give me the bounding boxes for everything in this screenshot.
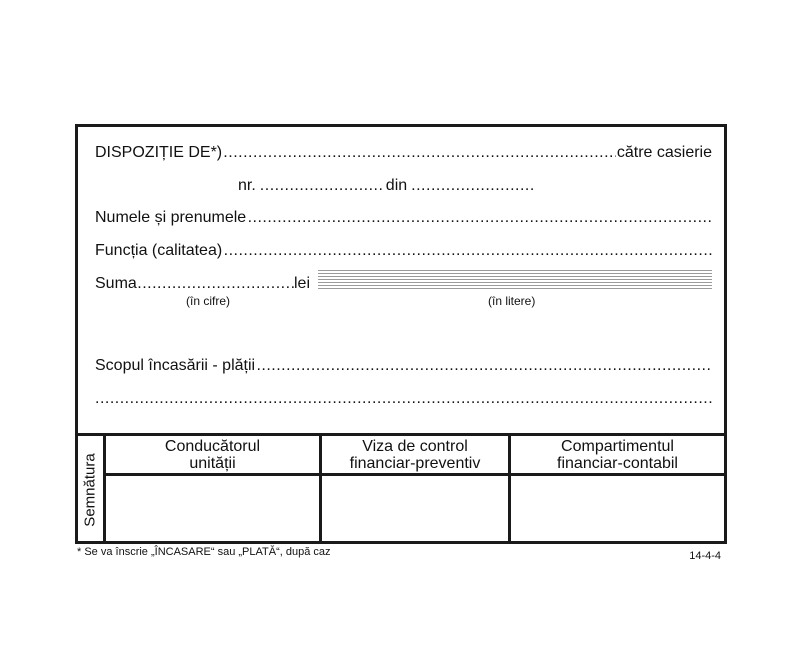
sum-line bbox=[95, 275, 310, 293]
signature-header bbox=[106, 436, 319, 476]
purpose-fill-line[interactable] bbox=[256, 357, 712, 375]
header-line-2: financiar-preventiv bbox=[349, 455, 481, 472]
purpose-label: Scopul încasării - plății bbox=[95, 357, 256, 374]
name-line bbox=[95, 209, 712, 227]
number-date-line bbox=[238, 177, 535, 195]
signature-column-manager bbox=[106, 436, 322, 544]
purpose-line bbox=[95, 357, 712, 375]
signature-column-accounting bbox=[511, 436, 724, 544]
in-figures-caption: (în cifre) bbox=[186, 294, 231, 308]
sum-figures-fill-line[interactable] bbox=[137, 275, 293, 293]
signature-column-control bbox=[322, 436, 511, 544]
function-line bbox=[95, 242, 714, 260]
sum-in-letters-field[interactable] bbox=[318, 270, 712, 291]
function-label: Funcția (calitatea) bbox=[95, 242, 223, 259]
name-fill-line[interactable] bbox=[248, 209, 712, 227]
signature-header bbox=[322, 436, 508, 476]
purpose-continuation-line bbox=[95, 390, 712, 408]
footnote: * Se va înscrie „ÎNCASARE“ sau „PLATĂ“, după caz bbox=[77, 546, 331, 558]
date-fill-line[interactable] bbox=[411, 177, 535, 195]
to-cashier-label: către casierie bbox=[616, 144, 712, 161]
signature-box[interactable] bbox=[322, 476, 508, 541]
header-line-1: Viza de control bbox=[362, 438, 468, 455]
header-line-2: unității bbox=[189, 455, 236, 472]
function-fill-line[interactable] bbox=[224, 242, 714, 260]
title-line bbox=[95, 144, 712, 162]
lei-label: lei bbox=[294, 275, 310, 292]
signature-header bbox=[511, 436, 724, 476]
form-title: DISPOZIȚIE DE*) bbox=[95, 144, 223, 161]
signature-table bbox=[78, 433, 724, 544]
header-line-1: Compartimentul bbox=[561, 438, 674, 455]
in-letters-caption: (în litere) bbox=[488, 294, 536, 308]
nr-fill-line[interactable] bbox=[260, 177, 382, 195]
signature-vertical-label: Semnătura bbox=[81, 453, 99, 527]
cash-disposition-form bbox=[75, 124, 727, 544]
signature-box[interactable] bbox=[106, 476, 319, 541]
din-label: din bbox=[385, 177, 408, 194]
form-code: 14-4-4 bbox=[689, 550, 721, 562]
signature-label-cell bbox=[78, 436, 106, 544]
header-line-1: Conducătorul bbox=[164, 438, 261, 455]
purpose-fill-line-2[interactable] bbox=[95, 390, 712, 408]
signature-box[interactable] bbox=[511, 476, 724, 541]
sum-label: Suma bbox=[95, 275, 137, 292]
header-line-2: financiar-contabil bbox=[557, 455, 678, 472]
nr-label: nr. bbox=[238, 177, 256, 194]
name-label: Numele și prenumele bbox=[95, 209, 247, 226]
type-fill-line[interactable] bbox=[223, 144, 615, 162]
